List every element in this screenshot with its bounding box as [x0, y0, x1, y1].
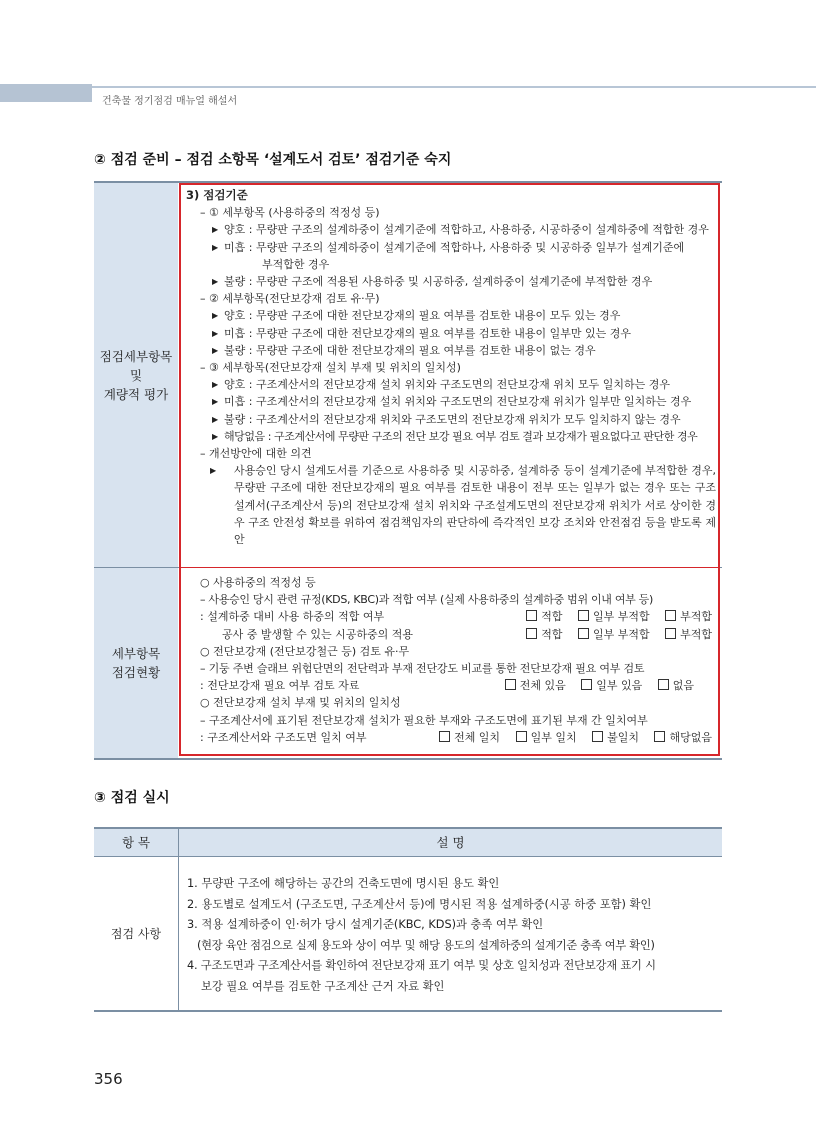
row-label-criteria: 점검세부항목 및 계량적 평가: [94, 183, 178, 567]
checkbox[interactable]: [439, 731, 450, 742]
status-item-desc: – 기둥 주변 슬래브 위험단면의 전단력과 부재 전단강도 비교를 통한 전단보강재 필요 여부 검토: [200, 662, 645, 676]
arrow-bullet-icon: ▶: [212, 277, 219, 287]
criteria-line: ▶ 미흡 : 무량판 구조의 설계하중이 설계기준에 적합하나, 사용하중 및 시공하중 일부가 설계기준에: [186, 239, 716, 256]
checkbox[interactable]: [592, 731, 603, 742]
improvement-paragraph: ▶ 사용승인 당시 설계도서를 기준으로 사용하중 및 시공하중, 설계하중 등이 설계기준에 부적합한 경우, 무량판 구조에 대한 전단보강재의 필요 여부를 검토한 내용이 전부 또는 일부가 없는 경우 또는 구조설계서(구조계산서 등)의 전단보강재 설치 위치와 구조설계도면의 전단보강재 위치가 서로 상이한 경우 구조 안전성 확보를 위하여 점검책임자의 판단하에 즉각적인 보강 조치와 안전점검 등을 받도록 제안: [210, 464, 716, 547]
row-label-inspection: 점검 사항: [110, 927, 162, 941]
status-item-desc: – 사용승인 당시 관련 규정(KDS, KBC)과 적합 여부 (실제 사용하중의 설계하중 범위 이내 여부 등): [200, 593, 653, 607]
status-item-title: ○ 사용하중의 적정성 등: [200, 576, 316, 589]
subitem-title: – ② 세부항목(전단보강재 검토 유·무): [200, 292, 380, 306]
criteria-line: ▶ 미흡 : 무량판 구조에 대한 전단보강재의 필요 여부를 검토한 내용이 일부만 있는 경우: [186, 325, 716, 342]
criteria-line: ▶ 양호 : 무량판 구조의 설계하중이 설계기준에 적합하고, 사용하중, 시공하중이 설계하중에 적합한 경우: [186, 221, 716, 238]
page-number: 356: [94, 1070, 123, 1088]
check-row: : 전단보강재 필요 여부 검토 자료 전체 있음 일부 있음 없음: [200, 679, 694, 693]
section-title-preparation: ② 점검 준비 – 점검 소항목 ‘설계도서 검토’ 점검기준 숙지: [94, 152, 452, 168]
status-item-desc: – 구조계산서에 표기된 전단보강재 설치가 필요한 부재와 구조도면에 표기된 부재 간 일치여부: [200, 713, 648, 727]
arrow-bullet-icon: ▶: [212, 345, 219, 355]
checkbox[interactable]: [665, 610, 676, 621]
arrow-bullet-icon: ▶: [212, 311, 219, 321]
list-item: (현장 육안 점검으로 실제 용도와 상이 여부 및 해당 용도의 설계하중의 설계기준 충족 여부 확인): [197, 938, 655, 952]
status-item-title: ○ 전단보강재 (전단보강철근 등) 검토 유·무: [200, 644, 410, 658]
header-accent-block: [0, 84, 92, 102]
subitem-title: – ① 세부항목 (사용하중의 적정성 등): [200, 206, 380, 220]
criteria-heading: 3) 점검기준: [186, 188, 248, 202]
criteria-line: ▶ 양호 : 구조계산서의 전단보강재 설치 위치와 구조도면의 전단보강재 위치 모두 일치하는 경우: [186, 376, 716, 393]
arrow-bullet-icon: ▶: [212, 328, 219, 338]
header-rule: [0, 86, 816, 88]
column-header-item: 항 목: [121, 835, 151, 850]
list-item: 1. 무량판 구조에 해당하는 공간의 건축도면에 명시된 용도 확인: [187, 877, 500, 890]
arrow-bullet-icon: ▶: [212, 431, 218, 441]
arrow-bullet-icon: ▶: [212, 397, 219, 407]
list-item: 보강 필요 여부를 검토한 구조계산 근거 자료 확인: [201, 979, 445, 993]
criteria-line: ▶ 불량 : 구조계산서의 전단보강재 위치와 구조도면의 전단보강재 위치가 모두 일치하지 않는 경우: [186, 411, 716, 428]
running-header: 건축물 정기점검 매뉴얼 해설서: [102, 96, 238, 107]
criteria-line: ▶ 불량 : 무량판 구조에 적용된 사용하중 및 시공하중, 설계하중이 설계기준에 부적합한 경우: [186, 273, 716, 290]
arrow-bullet-icon: ▶: [212, 225, 219, 235]
arrow-bullet-icon: ▶: [212, 414, 219, 424]
table-bottom-rule: [94, 758, 722, 760]
checkbox[interactable]: [665, 628, 676, 639]
table-header-row: [94, 827, 722, 857]
checkbox[interactable]: [505, 679, 516, 690]
criteria-line: ▶ 미흡 : 구조계산서의 전단보강재 설치 위치와 구조도면의 전단보강재 위치가 일부만 일치하는 경우: [186, 393, 716, 410]
arrow-bullet-icon: ▶: [210, 466, 217, 476]
column-divider: [178, 827, 179, 1010]
check-row: 공사 중 발생할 수 있는 시공하중의 적용 적합 일부 부적합 부적합: [222, 627, 712, 641]
checkbox[interactable]: [526, 610, 537, 621]
criteria-line: 부적합한 경우: [262, 257, 330, 271]
status-item-title: ○ 전단보강재 설치 부재 및 위치의 일치성: [200, 696, 401, 710]
criteria-line: ▶ 양호 : 무량판 구조에 대한 전단보강재의 필요 여부를 검토한 내용이 모두 있는 경우: [186, 307, 716, 324]
checkbox[interactable]: [581, 679, 592, 690]
check-row: : 설계하중 대비 사용 하중의 적합 여부 적합 일부 부적합 부적합: [200, 610, 712, 624]
checkbox[interactable]: [578, 610, 589, 621]
checkbox[interactable]: [526, 628, 537, 639]
checkbox[interactable]: [654, 731, 665, 742]
inspection-list: [187, 874, 717, 997]
check-row: : 구조계산서와 구조도면 일치 여부 전체 일치 일부 일치 불일치 해당없음: [200, 730, 712, 744]
list-item: 4. 구조도면과 구조계산서를 확인하여 전단보강재 표기 여부 및 상호 일치성과 전단보강재 표기 시: [187, 959, 656, 972]
list-item: 3. 적용 설계하중이 인·허가 당시 설계기준(KBC, KDS)과 충족 여부 확인: [187, 918, 544, 931]
checkbox[interactable]: [658, 679, 669, 690]
section-title-inspection: ③ 점검 실시: [94, 790, 170, 806]
row-label-status: 세부항목 점검현황: [94, 568, 178, 758]
criteria-content: [186, 187, 716, 548]
checkbox[interactable]: [578, 628, 589, 639]
table-bottom-rule: [94, 1010, 722, 1012]
status-content: [186, 574, 716, 746]
checkbox[interactable]: [516, 731, 527, 742]
subitem-title: – ③ 세부항목(전단보강재 설치 부재 및 위치의 일치성): [200, 361, 461, 375]
arrow-bullet-icon: ▶: [212, 380, 219, 390]
criteria-line: ▶ 해당없음 : 구조계산서에 무량판 구조의 전단 보강 필요 여부 검토 결과 보강재가 필요없다고 판단한 경우: [186, 428, 716, 445]
subitem-title: – 개선방안에 대한 의견: [200, 447, 312, 461]
column-header-description: 설 명: [436, 835, 465, 850]
list-item: 2. 용도별로 설계도서 (구조도면, 구조계산서 등)에 명시된 적용 설계하중(시공 하중 포함) 확인: [187, 897, 652, 911]
arrow-bullet-icon: ▶: [212, 242, 219, 252]
criteria-line: ▶ 불량 : 무량판 구조에 대한 전단보강재의 필요 여부를 검토한 내용이 없는 경우: [186, 342, 716, 359]
highlight-divider: [179, 567, 720, 568]
